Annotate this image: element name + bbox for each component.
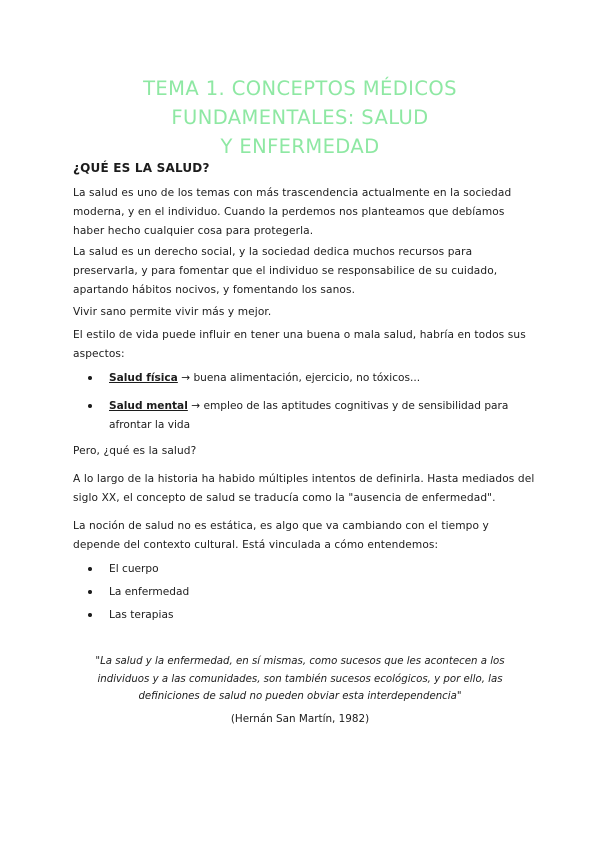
- term-physical-health: Salud física: [109, 372, 178, 384]
- text-line: apartando hábitos nocivos, y fomentando los sanos.: [73, 284, 356, 297]
- bullet-icon: [88, 404, 92, 408]
- paragraph-lifestyle: [73, 326, 533, 364]
- paragraph-notion: [73, 517, 533, 555]
- text-line: siglo XX, el concepto de salud se traducía como la "ausencia de enfermedad".: [73, 492, 496, 505]
- text-line: depende del contexto cultural. Está vinculada a cómo entendemos:: [73, 539, 439, 552]
- section-heading: ¿QUÉ ES LA SALUD?: [73, 161, 210, 175]
- term-description: → empleo de las aptitudes cognitivas y de sensibilidad para: [187, 400, 509, 412]
- term-description: → buena alimentación, ejercicio, no tóxicos...: [177, 372, 421, 384]
- text-line: preservarla, y para fomentar que el individuo se responsabilice de su cuidado,: [73, 265, 498, 278]
- text-line: La salud es uno de los temas con más trascendencia actualmente en la sociedad: [73, 187, 512, 199]
- list-item-text: Las terapias: [109, 609, 174, 621]
- text-line: [109, 369, 420, 388]
- paragraph-history: [73, 470, 533, 508]
- bullet-icon: [88, 376, 92, 380]
- quote-line: "La salud y la enfermedad, en sí mismas, como sucesos que les acontecen a los: [95, 656, 505, 667]
- bullet-icon: [88, 613, 92, 617]
- paragraph-question: [73, 442, 533, 461]
- text-line: [109, 397, 508, 416]
- quote-citation: (Hernán San Martín, 1982): [230, 713, 370, 725]
- text-line: moderna, y en el individuo. Cuando la perdemos nos planteamos que debíamos: [73, 206, 505, 219]
- list-item-text: El cuerpo: [109, 563, 159, 575]
- text-line: A lo largo de la historia ha habido múltiples intentos de definirla. Hasta mediados del: [73, 473, 535, 485]
- page-title: [60, 74, 540, 161]
- paragraph-social-right: [73, 243, 533, 301]
- paragraph-intro: [73, 184, 533, 242]
- title-line-2: Y ENFERMEDAD: [220, 135, 380, 158]
- title-line-1: TEMA 1. CONCEPTOS MÉDICOS FUNDAMENTALES: SALUD: [143, 77, 457, 129]
- bullet-icon: [88, 590, 92, 594]
- quote: [80, 653, 520, 706]
- text-line: El estilo de vida puede influir en tener una buena o mala salud, habría en todos sus: [73, 329, 526, 341]
- text-line: haber hecho cualquier cosa para protegerla.: [73, 225, 314, 238]
- list-item-text: [109, 369, 420, 388]
- text-line: Pero, ¿qué es la salud?: [73, 445, 197, 457]
- term-mental-health: Salud mental: [109, 400, 188, 412]
- quote-line: definiciones de salud no pueden obviar esta interdependencia": [138, 691, 462, 703]
- quote-line: individuos y a las comunidades, son también sucesos ecológicos, y por ello, las: [97, 673, 503, 685]
- text-line: Vivir sano permite vivir más y mejor.: [73, 306, 272, 318]
- bullet-icon: [88, 567, 92, 571]
- text-line: La noción de salud no es estática, es algo que va cambiando con el tiempo y: [73, 520, 489, 532]
- list-item-text: [109, 397, 508, 435]
- text-line: aspectos:: [73, 348, 125, 361]
- paragraph-live-healthy: [73, 303, 533, 322]
- list-item-text: La enfermedad: [109, 586, 190, 598]
- text-line: afrontar la vida: [109, 419, 191, 431]
- text-line: La salud es un derecho social, y la sociedad dedica muchos recursos para: [73, 246, 473, 258]
